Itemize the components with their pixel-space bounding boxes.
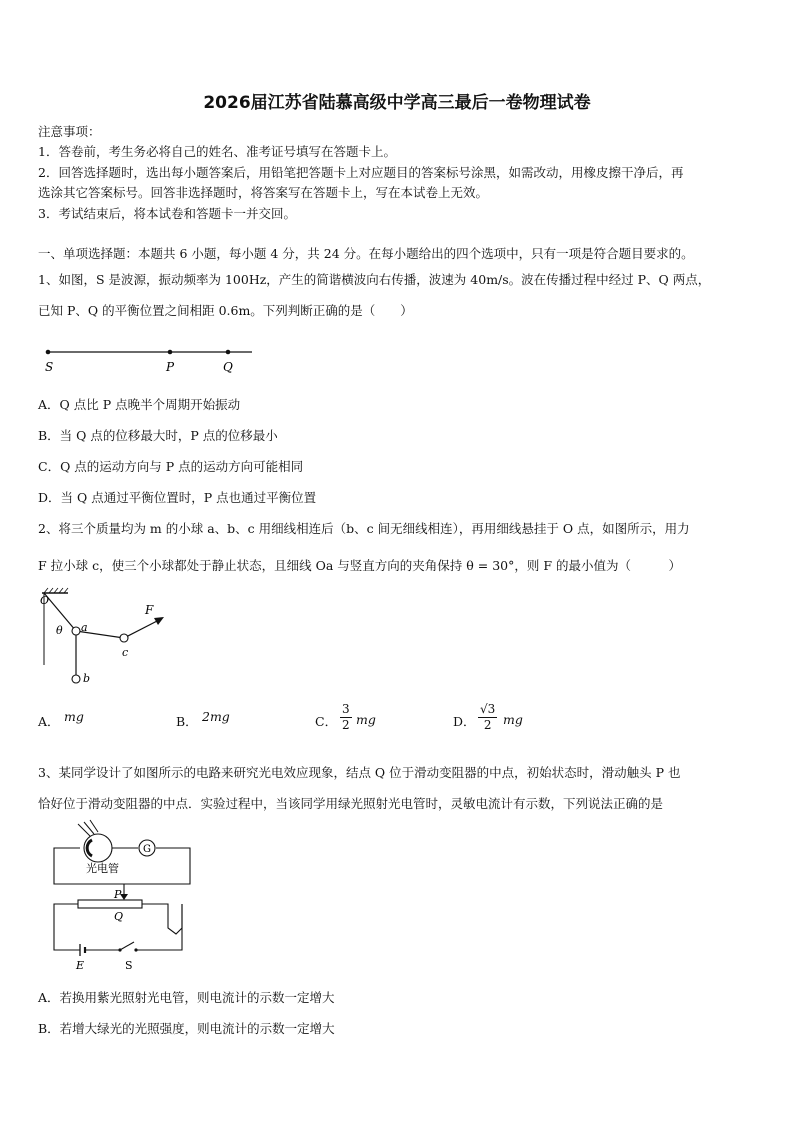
- q3-option-a: A．若换用紫光照射光电管，则电流计的示数一定增大: [38, 990, 335, 1005]
- label-s: S: [125, 959, 133, 972]
- label-p: P: [114, 888, 122, 901]
- q3-stem-line-2: 恰好位于滑动变阻器的中点．实验过程中，当该同学用绿光照射光电管时，灵敏电流计有示数，下列说法正确的是: [38, 796, 664, 811]
- label-e: E: [76, 959, 85, 972]
- point-s: [46, 350, 51, 355]
- q2-option-c-tail: mg: [356, 712, 376, 727]
- notice-line-3: 3．考试结束后，将本试卷和答题卡一并交回。: [38, 206, 296, 221]
- wire-bottom-left: [54, 904, 80, 950]
- q2-option-b-value: 2mg: [202, 709, 230, 724]
- q1-option-c: C．Q 点的运动方向与 P 点的运动方向可能相同: [38, 459, 304, 474]
- q1-stem-line-1: 1、如图，S 是波源，振动频率为 100Hz，产生的简谐横波向右传播，波速为 40m/s。波在传播过程中经过 P、Q 两点，: [38, 272, 711, 287]
- q1-option-b: B．当 Q 点的位移最大时，P 点的位移最小: [38, 428, 278, 443]
- wire-right-top: [124, 848, 190, 884]
- q2-option-c-denominator: 2: [342, 718, 350, 732]
- section-heading: 一、单项选择题：本题共 6 小题，每小题 4 分，共 24 分。在每小题给出的四个选项中，只有一项是符合题目要求的。: [38, 246, 694, 261]
- q2-option-c-fraction: [340, 702, 352, 733]
- wire-bottom-right: [136, 904, 182, 950]
- light-rays: [78, 820, 98, 836]
- q1-stem-line-2: 已知 P、Q 的平衡位置之间相距 0.6m。下列判断正确的是（ ）: [38, 303, 413, 318]
- q3-option-b: B．若增大绿光的光照强度，则电流计的示数一定增大: [38, 1021, 335, 1036]
- exam-title: 2026届江苏省陆慕高级中学高三最后一卷物理试卷: [203, 93, 591, 113]
- q2-pendulum-figure: [36, 585, 176, 695]
- q2-option-c-numerator: 3: [342, 702, 350, 716]
- q2-option-c-label: C．: [315, 714, 338, 729]
- label-f: F: [145, 603, 154, 617]
- q2-stem-line-2: F 拉小球 c，使三个小球都处于静止状态，且细线 Oa 与竖直方向的夹角保持 θ = 30°，则 F 的最小值为（ ）: [38, 558, 681, 573]
- q2-stem-line-1: 2、将三个质量均为 m 的小球 a、b、c 用细线相连后（b、c 间无细线相连），再用细线悬挂于 O 点，如图所示，用力: [38, 521, 690, 536]
- notice-line-1: 1．答卷前，考生务必将自己的姓名、准考证号填写在答题卡上。: [38, 144, 396, 159]
- ball-a: [72, 627, 80, 635]
- notice-heading: 注意事项：: [38, 124, 101, 139]
- label-s: S: [45, 360, 54, 374]
- wire-q-node: [142, 904, 182, 934]
- q1-option-d: D．当 Q 点通过平衡位置时，P 点也通过平衡位置: [38, 490, 317, 505]
- q2-option-b-label: B．: [176, 714, 198, 729]
- label-photocell: 光电管: [86, 862, 119, 875]
- label-theta: θ: [56, 624, 63, 637]
- label-b: b: [83, 672, 91, 685]
- label-o: O: [40, 594, 50, 607]
- q2-option-d-fraction: [478, 702, 497, 733]
- ball-c: [120, 634, 128, 642]
- switch-contact: [134, 948, 137, 951]
- label-c: c: [122, 646, 129, 659]
- q1-wave-figure: [40, 340, 260, 380]
- q2-option-a-value: mg: [64, 709, 84, 724]
- switch-blade: [120, 942, 134, 950]
- force-arrowhead: [154, 617, 164, 625]
- force-arrow-line: [124, 619, 161, 638]
- label-a: a: [81, 621, 88, 634]
- q2-option-d-numerator: √3: [480, 702, 496, 716]
- label-q: Q: [223, 360, 233, 374]
- q3-circuit-figure: [40, 818, 200, 973]
- q2-option-d-label: D．: [453, 714, 476, 729]
- q3-stem-line-1: 3、某同学设计了如图所示的电路来研究光电效应现象，结点 Q 位于滑动变阻器的中点，初始状态时，滑动触头 P 也: [38, 765, 681, 780]
- q2-option-d-denominator: 2: [483, 718, 492, 732]
- ball-b: [72, 675, 80, 683]
- notice-line-2a: 2．回答选择题时，选出每小题答案后，用铅笔把答题卡上对应题目的答案标号涂黑，如需改动，用橡皮擦干净后，再: [38, 165, 684, 180]
- point-p: [168, 350, 173, 355]
- label-g: G: [143, 844, 151, 855]
- label-q: Q: [114, 910, 124, 923]
- q1-option-a: A．Q 点比 P 点晚半个周期开始振动: [38, 397, 241, 412]
- point-q: [226, 350, 231, 355]
- rheostat: [78, 900, 142, 908]
- q2-option-d-tail: mg: [503, 712, 523, 727]
- q2-option-a-label: A．: [38, 714, 60, 729]
- switch-pivot: [118, 948, 121, 951]
- label-p: P: [166, 360, 175, 374]
- notice-line-2b: 选涂其它答案标号。回答非选择题时，将答案写在答题卡上，写在本试卷上无效。: [38, 185, 489, 200]
